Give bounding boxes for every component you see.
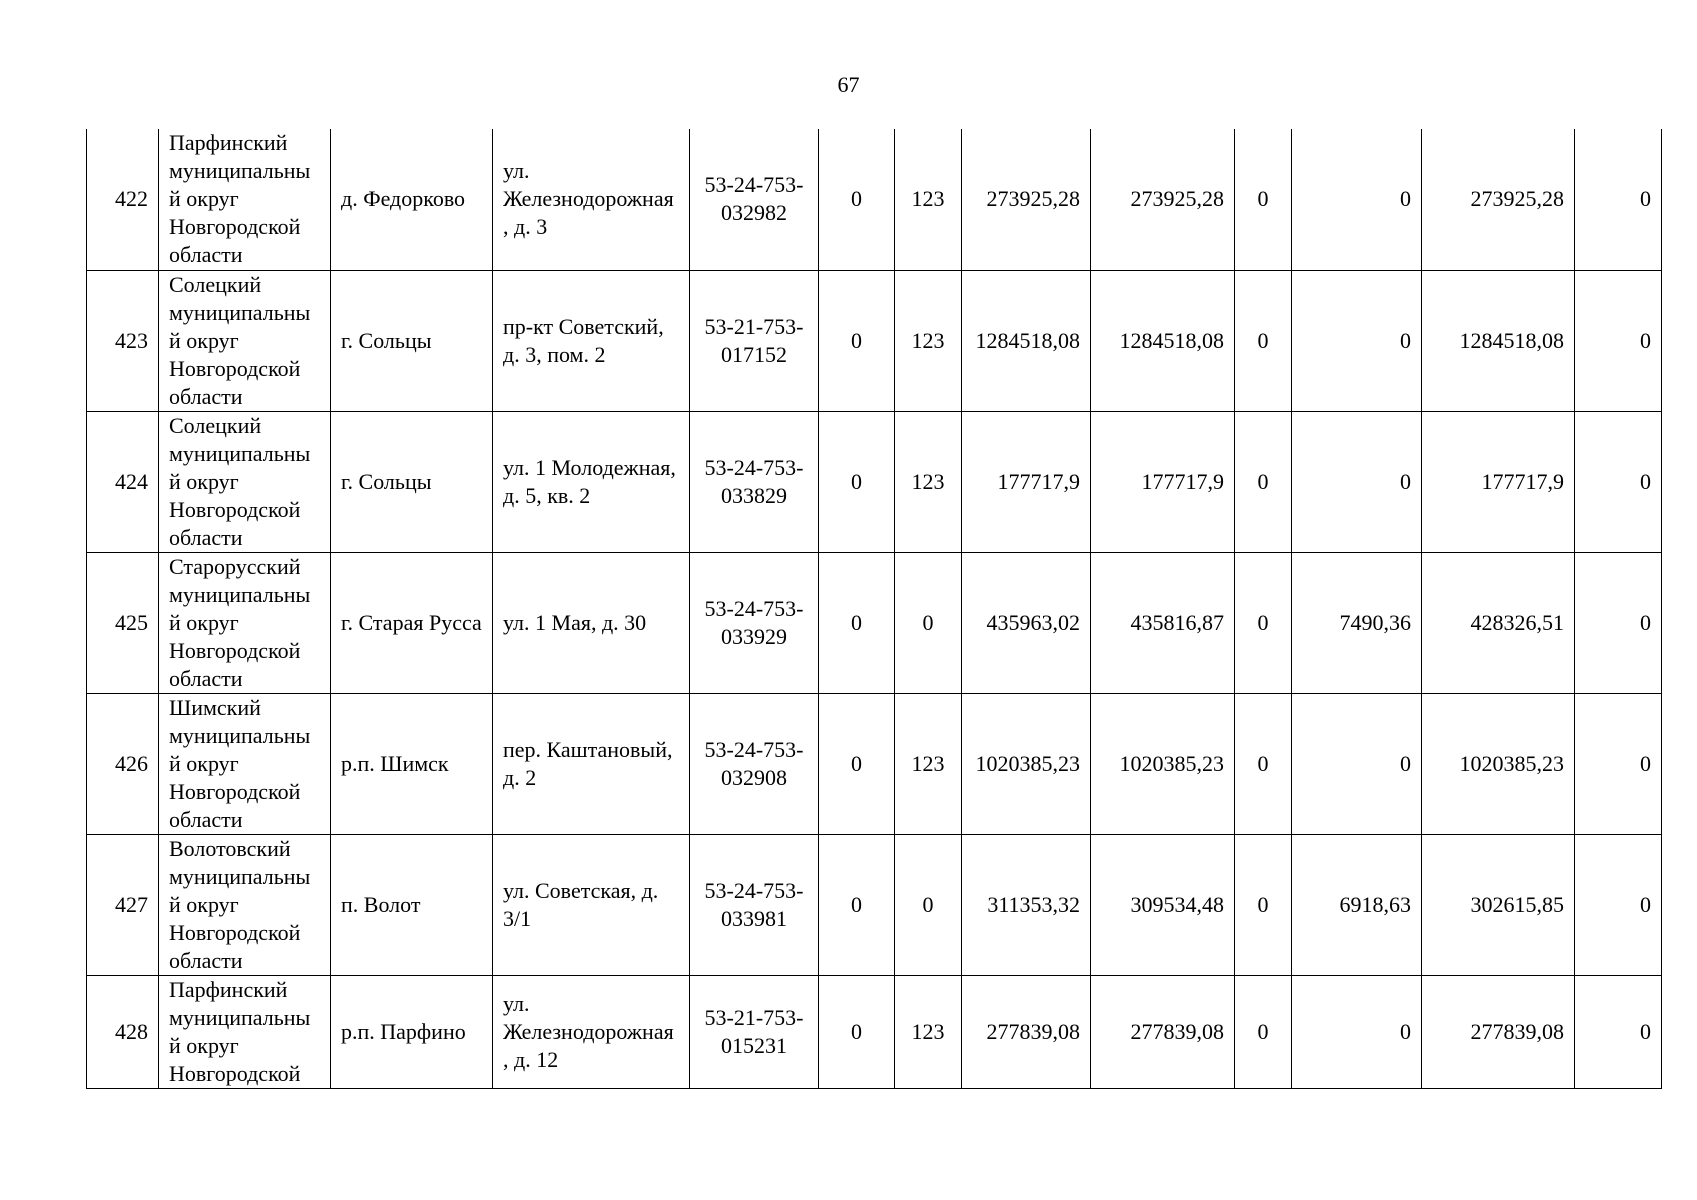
cadastral-cell: 53-24-753-032982: [690, 129, 819, 270]
value-cell-h: 0: [1575, 411, 1662, 552]
value-cell-g: 177717,9: [1422, 411, 1575, 552]
value-cell-h: 0: [1575, 270, 1662, 411]
value-cell-e: 0: [1235, 975, 1292, 1088]
value-cell-f: 7490,36: [1292, 552, 1422, 693]
value-cell-a: 0: [819, 693, 895, 834]
value-cell-e: 0: [1235, 552, 1292, 693]
value-cell-a: 0: [819, 975, 895, 1088]
value-cell-g: 277839,08: [1422, 975, 1575, 1088]
table-row: [87, 129, 1662, 270]
municipality-cell: Волотовский муниципальный округ Новгородской области: [159, 834, 331, 975]
address-cell: ул. Железнодорожная, д. 12: [493, 975, 690, 1088]
row-index: 424: [87, 411, 159, 552]
value-cell-b: 123: [895, 693, 962, 834]
value-cell-b: 123: [895, 129, 962, 270]
value-cell-b: 123: [895, 411, 962, 552]
municipality-cell: Старорусский муниципальный округ Новгородской области: [159, 552, 331, 693]
row-index: 428: [87, 975, 159, 1088]
settlement-cell: д. Федорково: [331, 129, 493, 270]
address-cell: ул. Советская, д. 3/1: [493, 834, 690, 975]
value-cell-d: 177717,9: [1091, 411, 1235, 552]
value-cell-g: 273925,28: [1422, 129, 1575, 270]
municipality-cell: Солецкий муниципальный округ Новгородской области: [159, 411, 331, 552]
value-cell-a: 0: [819, 411, 895, 552]
value-cell-d: 435816,87: [1091, 552, 1235, 693]
cadastral-cell: 53-24-753-032908: [690, 693, 819, 834]
value-cell-e: 0: [1235, 129, 1292, 270]
data-table: [86, 129, 1662, 1089]
municipality-cell: Парфинский муниципальный округ Новгородской: [159, 975, 331, 1088]
value-cell-e: 0: [1235, 693, 1292, 834]
value-cell-c: 435963,02: [962, 552, 1091, 693]
row-index: 422: [87, 129, 159, 270]
value-cell-f: 6918,63: [1292, 834, 1422, 975]
value-cell-h: 0: [1575, 834, 1662, 975]
cadastral-cell: 53-24-753-033981: [690, 834, 819, 975]
settlement-cell: г. Старая Русса: [331, 552, 493, 693]
table-row: [87, 975, 1662, 1088]
cadastral-cell: 53-24-753-033829: [690, 411, 819, 552]
page-number: 67: [837, 72, 860, 97]
municipality-cell: Шимский муниципальный округ Новгородской области: [159, 693, 331, 834]
value-cell-a: 0: [819, 270, 895, 411]
value-cell-a: 0: [819, 552, 895, 693]
value-cell-d: 1020385,23: [1091, 693, 1235, 834]
value-cell-g: 1284518,08: [1422, 270, 1575, 411]
row-index: 423: [87, 270, 159, 411]
value-cell-b: 123: [895, 270, 962, 411]
value-cell-e: 0: [1235, 411, 1292, 552]
value-cell-f: 0: [1292, 270, 1422, 411]
address-cell: пер. Каштановый, д. 2: [493, 693, 690, 834]
table-row: [87, 834, 1662, 975]
table-row: [87, 693, 1662, 834]
value-cell-f: 0: [1292, 975, 1422, 1088]
value-cell-c: 311353,32: [962, 834, 1091, 975]
value-cell-g: 302615,85: [1422, 834, 1575, 975]
address-cell: пр-кт Советский, д. 3, пом. 2: [493, 270, 690, 411]
value-cell-a: 0: [819, 834, 895, 975]
value-cell-f: 0: [1292, 693, 1422, 834]
value-cell-h: 0: [1575, 693, 1662, 834]
settlement-cell: р.п. Парфино: [331, 975, 493, 1088]
value-cell-c: 1284518,08: [962, 270, 1091, 411]
value-cell-f: 0: [1292, 129, 1422, 270]
value-cell-g: 1020385,23: [1422, 693, 1575, 834]
row-index: 427: [87, 834, 159, 975]
address-cell: ул. Железнодорожная, д. 3: [493, 129, 690, 270]
value-cell-d: 273925,28: [1091, 129, 1235, 270]
value-cell-d: 277839,08: [1091, 975, 1235, 1088]
settlement-cell: г. Сольцы: [331, 270, 493, 411]
value-cell-b: 0: [895, 834, 962, 975]
value-cell-b: 123: [895, 975, 962, 1088]
value-cell-d: 1284518,08: [1091, 270, 1235, 411]
cadastral-cell: 53-21-753-015231: [690, 975, 819, 1088]
municipality-cell: Солецкий муниципальный округ Новгородской области: [159, 270, 331, 411]
value-cell-d: 309534,48: [1091, 834, 1235, 975]
row-index: 426: [87, 693, 159, 834]
address-cell: ул. 1 Мая, д. 30: [493, 552, 690, 693]
table-row: [87, 552, 1662, 693]
municipality-cell: Парфинский муниципальный округ Новгородской области: [159, 129, 331, 270]
value-cell-f: 0: [1292, 411, 1422, 552]
cadastral-cell: 53-24-753-033929: [690, 552, 819, 693]
table-row: [87, 270, 1662, 411]
value-cell-c: 277839,08: [962, 975, 1091, 1088]
value-cell-a: 0: [819, 129, 895, 270]
value-cell-h: 0: [1575, 129, 1662, 270]
address-cell: ул. 1 Молодежная, д. 5, кв. 2: [493, 411, 690, 552]
value-cell-h: 0: [1575, 975, 1662, 1088]
cadastral-cell: 53-21-753-017152: [690, 270, 819, 411]
value-cell-e: 0: [1235, 834, 1292, 975]
value-cell-h: 0: [1575, 552, 1662, 693]
settlement-cell: р.п. Шимск: [331, 693, 493, 834]
settlement-cell: г. Сольцы: [331, 411, 493, 552]
settlement-cell: п. Волот: [331, 834, 493, 975]
value-cell-c: 177717,9: [962, 411, 1091, 552]
value-cell-b: 0: [895, 552, 962, 693]
value-cell-g: 428326,51: [1422, 552, 1575, 693]
value-cell-c: 1020385,23: [962, 693, 1091, 834]
value-cell-c: 273925,28: [962, 129, 1091, 270]
value-cell-e: 0: [1235, 270, 1292, 411]
table-row: [87, 411, 1662, 552]
row-index: 425: [87, 552, 159, 693]
